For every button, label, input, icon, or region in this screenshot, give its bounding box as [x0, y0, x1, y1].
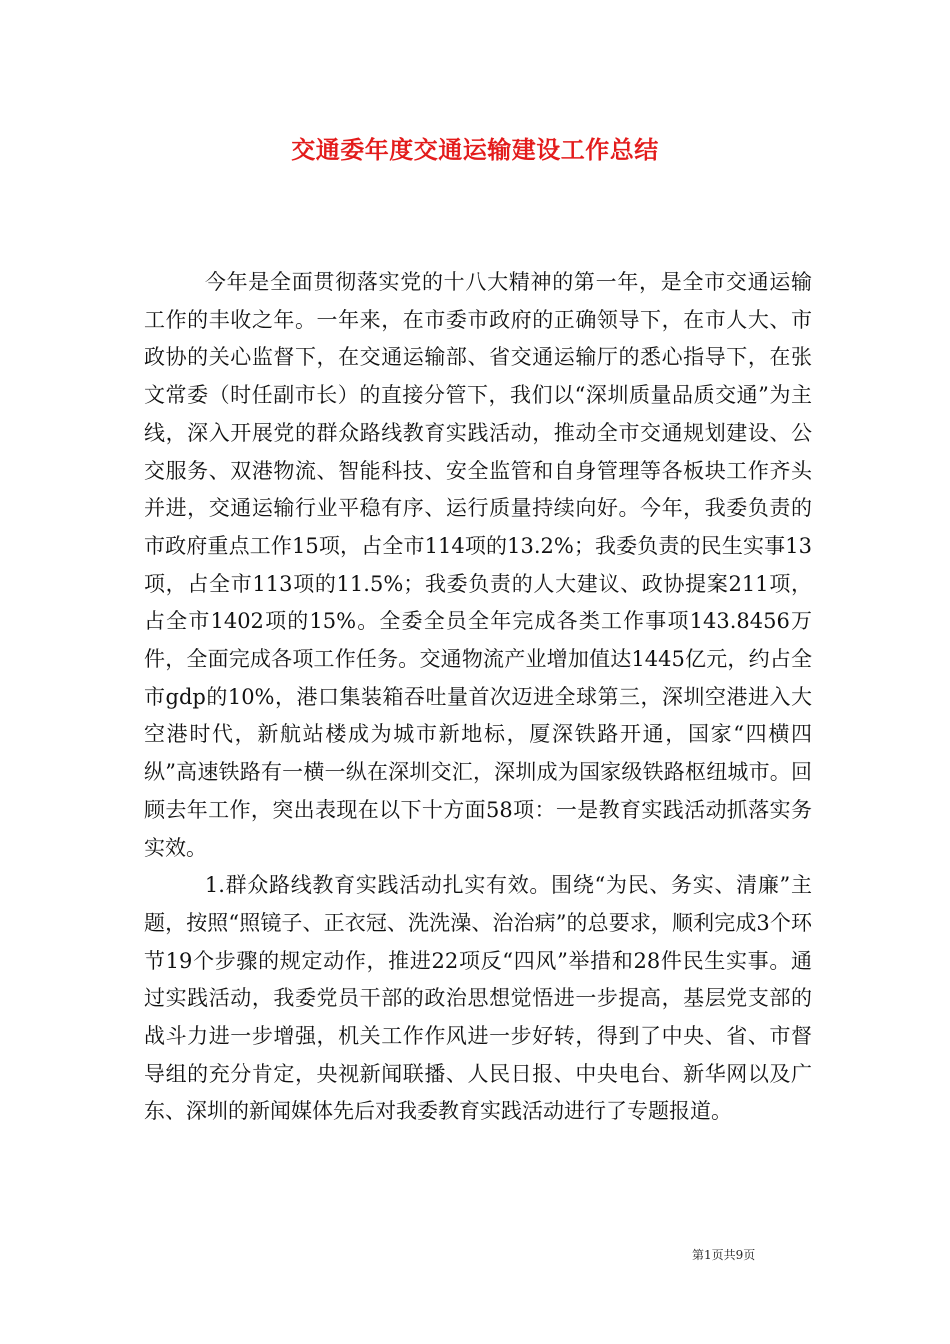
document-title: 交通委年度交通运输建设工作总结 — [291, 136, 659, 164]
paragraph-intro: 今年是全面贯彻落实党的十八大精神的第一年，是全市交通运输工作的丰收之年。一年来，在市委市政府的正确领导下，在市人大、市政协的关心监督下，在交通运输部、省交通运输厅的悉心指导下，在张文常委（时任副市长）的直接分管下，我们以“深圳质量品质交通”为主线，深入开展党的群众路线教育实践活动，推动全市交通规划建设、公交服务、双港物流、智能科技、安全监管和自身管理等各板块工作齐头并进，交通运输行业平稳有序、运行质量持续向好。今年，我委负责的市政府重点工作15项，占全市114项的13.2%；我委负责的民生实事13项，占全市113项的11.5%；我委负责的人大建议、政协提案211项，占全市1402项的15%。全委全员全年完成各类工作事项143.8456万件，全面完成各项工作任务。交通物流产业增加值达1445亿元，约占全市gdp的10%，港口集装箱吞吐量首次迈进全球第三，深圳空港进入大空港时代，新航站楼成为城市新地标，厦深铁路开通，国家“四横四纵”高速铁路有一横一纵在深圳交汇，深圳成为国家级铁路枢纽城市。回顾去年工作，突出表现在以下十方面58项：一是教育实践活动抓落实务实效。 — [144, 270, 812, 860]
paragraph-item-1: 1.群众路线教育实践活动扎实有效。围绕“为民、务实、清廉”主题，按照“照镜子、正衣冠、洗洗澡、治治病”的总要求，顺利完成3个环节19个步骤的规定动作，推进22项反“四风”举措和28件民生实事。通过实践活动，我委党员干部的政治思想觉悟进一步提高，基层党支部的战斗力进一步增强，机关工作作风进一步好转，得到了中央、省、市督导组的充分肯定，央视新闻联播、人民日报、中央电台、新华网以及广东、深圳的新闻媒体先后对我委教育实践活动进行了专题报道。 — [144, 873, 812, 1124]
page-number-footer: 第1页共9页 — [692, 1248, 756, 1262]
document-body — [144, 264, 812, 1131]
